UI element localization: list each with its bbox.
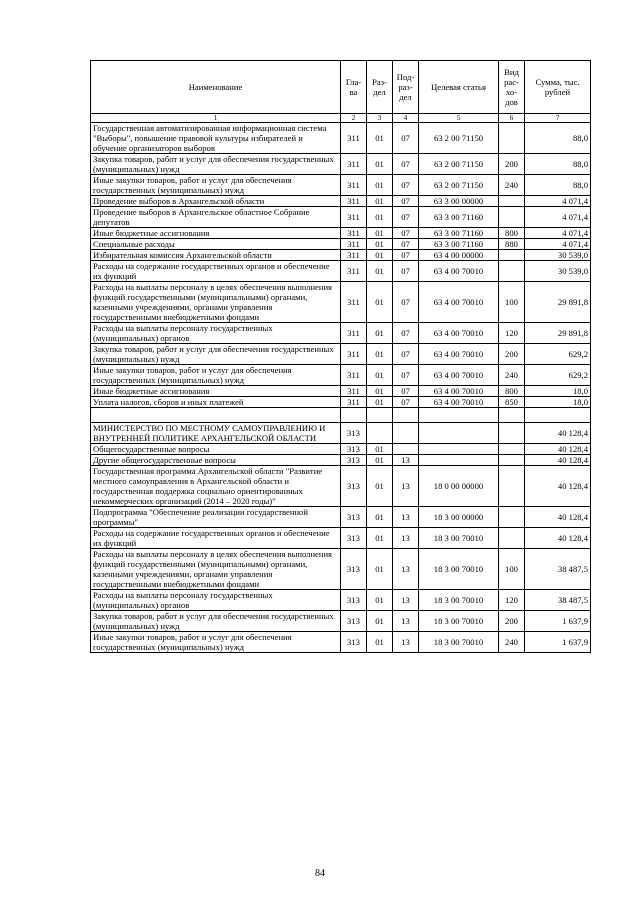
table-row [91,611,591,632]
row-target-article: 63 4 00 70010 [419,261,499,282]
row-section: 01 [367,632,393,653]
row-section: 01 [367,365,393,386]
row-section: 01 [367,386,393,397]
row-target-article: 63 4 00 70010 [419,397,499,408]
row-chapter: 313 [341,590,367,611]
row-subsection: 07 [393,386,419,397]
row-expense-type: 800 [499,386,525,397]
row-chapter: 311 [341,196,367,207]
row-expense-type: 200 [499,344,525,365]
row-target-article: 63 4 00 70010 [419,386,499,397]
row-section: 01 [367,323,393,344]
row-name: Подпрограмма "Обеспечение реализации государственной программы" [91,507,341,528]
row-section: 01 [367,175,393,196]
row-subsection: 07 [393,261,419,282]
row-section: 01 [367,455,393,466]
row-chapter: 313 [341,611,367,632]
row-expense-type: 200 [499,611,525,632]
row-expense-type [499,528,525,549]
row-section: 01 [367,154,393,175]
budget-table [90,60,591,653]
row-name: Иные закупки товаров, работ и услуг для обеспечения государственных (муниципальных) нужд [91,365,341,386]
row-subsection: 13 [393,466,419,507]
row-expense-type: 850 [499,397,525,408]
table-row [91,397,591,408]
row-target-article: 63 3 00 71160 [419,228,499,239]
row-expense-type [499,408,525,423]
row-subsection: 13 [393,528,419,549]
row-name: Иные бюджетные ассигнования [91,228,341,239]
row-chapter: 311 [341,323,367,344]
row-amount: 29 891,8 [525,282,591,323]
table-row [91,261,591,282]
row-amount [525,408,591,423]
row-amount: 40 128,4 [525,423,591,444]
table-row [91,408,591,423]
row-expense-type: 200 [499,154,525,175]
header-expense-type: Вид рас-хо-дов [499,61,525,114]
row-name: Иные закупки товаров, работ и услуг для обеспечения государственных (муниципальных) нужд [91,632,341,653]
table-row [91,207,591,228]
row-subsection [393,408,419,423]
row-name: Избирательная комиссия Архангельской области [91,250,341,261]
row-chapter: 311 [341,365,367,386]
row-section: 01 [367,528,393,549]
row-subsection [393,423,419,444]
row-amount: 4 071,4 [525,239,591,250]
row-subsection: 07 [393,239,419,250]
row-target-article [419,455,499,466]
row-chapter: 313 [341,423,367,444]
row-amount: 40 128,4 [525,507,591,528]
row-section: 01 [367,397,393,408]
row-amount: 629,2 [525,365,591,386]
table-row [91,154,591,175]
table-body [91,123,591,653]
row-expense-type [499,455,525,466]
row-amount: 88,0 [525,123,591,154]
row-chapter: 311 [341,123,367,154]
row-name: Расходы на содержание государственных органов и обеспечение их функций [91,528,341,549]
row-subsection: 13 [393,590,419,611]
row-subsection: 07 [393,397,419,408]
row-expense-type: 880 [499,239,525,250]
row-subsection: 07 [393,123,419,154]
row-amount: 629,2 [525,344,591,365]
table-row [91,444,591,455]
row-subsection: 07 [393,228,419,239]
row-amount: 40 128,4 [525,444,591,455]
row-chapter: 311 [341,386,367,397]
row-section [367,408,393,423]
row-name: Другие общегосударственные вопросы [91,455,341,466]
row-name: Проведение выборов в Архангельской области [91,196,341,207]
row-amount: 1 637,9 [525,632,591,653]
row-subsection [393,444,419,455]
row-expense-type [499,196,525,207]
row-chapter: 313 [341,455,367,466]
row-name: Иные закупки товаров, работ и услуг для обеспечения государственных (муниципальных) нужд [91,175,341,196]
header-row [91,61,591,114]
row-expense-type: 240 [499,175,525,196]
row-chapter: 311 [341,250,367,261]
row-name: Закупка товаров, работ и услуг для обеспечения государственных (муниципальных) нужд [91,344,341,365]
row-section: 01 [367,466,393,507]
row-expense-type [499,507,525,528]
row-expense-type: 800 [499,228,525,239]
table-row [91,466,591,507]
row-section: 01 [367,228,393,239]
header-chapter: Гла-ва [341,61,367,114]
table-row [91,239,591,250]
row-chapter: 311 [341,175,367,196]
row-section: 01 [367,261,393,282]
row-name: Уплата налогов, сборов и иных платежей [91,397,341,408]
row-section: 01 [367,611,393,632]
row-amount: 40 128,4 [525,455,591,466]
row-name: Государственная программа Архангельской области "Развитие местного самоуправления в Архангельской области и государственная поддержка социально ориентированных некоммерческих организаций (2014 – 2020 годы)" [91,466,341,507]
row-section: 01 [367,444,393,455]
column-index: 6 [499,114,525,123]
row-target-article: 18 0 00 00000 [419,466,499,507]
row-section: 01 [367,344,393,365]
row-section: 01 [367,250,393,261]
row-target-article: 63 2 00 71150 [419,154,499,175]
row-chapter: 313 [341,444,367,455]
row-target-article: 63 4 00 70010 [419,282,499,323]
row-target-article: 18 3 00 70010 [419,632,499,653]
row-subsection: 07 [393,323,419,344]
row-subsection: 13 [393,549,419,590]
row-target-article: 63 2 00 71150 [419,123,499,154]
row-amount: 30 539,0 [525,261,591,282]
row-amount: 40 128,4 [525,528,591,549]
header-target-article: Целевая статья [419,61,499,114]
table-row [91,507,591,528]
row-chapter: 311 [341,239,367,250]
row-name: Закупка товаров, работ и услуг для обеспечения государственных (муниципальных) нужд [91,154,341,175]
row-section: 01 [367,123,393,154]
row-subsection: 13 [393,611,419,632]
row-chapter [341,408,367,423]
row-amount: 29 891,8 [525,323,591,344]
table-row [91,175,591,196]
column-index: 1 [91,114,341,123]
row-name: Специальные расходы [91,239,341,250]
row-amount: 4 071,4 [525,228,591,239]
row-section [367,423,393,444]
header-section: Раз-дел [367,61,393,114]
header-amount: Сумма, тыс. рублей [525,61,591,114]
row-expense-type: 120 [499,590,525,611]
row-chapter: 311 [341,228,367,239]
row-section: 01 [367,196,393,207]
row-expense-type [499,207,525,228]
row-subsection: 07 [393,282,419,323]
row-chapter: 311 [341,154,367,175]
row-target-article: 63 4 00 70010 [419,344,499,365]
row-expense-type [499,444,525,455]
row-amount: 88,0 [525,175,591,196]
table-row [91,250,591,261]
row-amount: 18,0 [525,386,591,397]
row-expense-type: 120 [499,323,525,344]
row-target-article: 18 3 00 70010 [419,590,499,611]
row-chapter: 313 [341,507,367,528]
row-name: Расходы на выплаты персоналу государственных (муниципальных) органов [91,323,341,344]
row-subsection: 07 [393,154,419,175]
row-section: 01 [367,549,393,590]
row-amount: 30 539,0 [525,250,591,261]
row-name: Проведение выборов в Архангельское областное Собрание депутатов [91,207,341,228]
table-row [91,323,591,344]
row-expense-type [499,261,525,282]
row-target-article: 63 3 00 71160 [419,239,499,250]
row-amount: 18,0 [525,397,591,408]
row-amount: 88,0 [525,154,591,175]
row-name: Расходы на выплаты персоналу в целях обеспечения выполнения функций государственными (муниципальными) органами, казенными учреждениями, органами управления государственными внебюджетными фондами [91,549,341,590]
table-row [91,386,591,397]
table-row [91,365,591,386]
row-amount: 38 487,5 [525,590,591,611]
row-chapter: 313 [341,549,367,590]
table-row [91,455,591,466]
row-expense-type [499,466,525,507]
row-amount: 40 128,4 [525,466,591,507]
row-chapter: 313 [341,632,367,653]
row-name: Расходы на выплаты персоналу в целях обеспечения выполнения функций государственными (муниципальными) органами, казенными учреждениями, органами управления государственными внебюджетными фондами [91,282,341,323]
table-row [91,344,591,365]
row-target-article: 63 4 00 00000 [419,250,499,261]
row-expense-type [499,423,525,444]
row-name [91,408,341,423]
row-target-article: 18 3 00 00000 [419,507,499,528]
row-expense-type: 100 [499,549,525,590]
table-row [91,423,591,444]
row-subsection: 07 [393,250,419,261]
row-section: 01 [367,507,393,528]
row-subsection: 13 [393,632,419,653]
page-number: 84 [315,868,325,879]
column-index-row [91,114,591,123]
row-subsection: 07 [393,207,419,228]
header-name: Наименование [91,61,341,114]
row-target-article: 63 4 00 70010 [419,323,499,344]
row-amount: 4 071,4 [525,207,591,228]
row-target-article [419,408,499,423]
row-target-article: 18 3 00 70010 [419,611,499,632]
row-subsection: 07 [393,196,419,207]
row-name: Иные бюджетные ассигнования [91,386,341,397]
column-index: 5 [419,114,499,123]
row-name: Закупка товаров, работ и услуг для обеспечения государственных (муниципальных) нужд [91,611,341,632]
header-subsection: Под-раз-дел [393,61,419,114]
row-target-article: 63 4 00 70010 [419,365,499,386]
column-index: 7 [525,114,591,123]
row-target-article: 18 3 00 70010 [419,549,499,590]
table-row [91,282,591,323]
row-expense-type: 240 [499,632,525,653]
row-chapter: 311 [341,261,367,282]
row-expense-type: 100 [499,282,525,323]
row-target-article: 63 3 00 71160 [419,207,499,228]
table-row [91,632,591,653]
row-name: Государственная автоматизированная информационная система "Выборы", повышение правовой культуры избирателей и обучение организаторов выборов [91,123,341,154]
row-amount: 4 071,4 [525,196,591,207]
row-chapter: 313 [341,466,367,507]
row-name: МИНИСТЕРСТВО ПО МЕСТНОМУ САМОУПРАВЛЕНИЮ И ВНУТРЕННЕЙ ПОЛИТИКЕ АРХАНГЕЛЬСКОЙ ОБЛАСТИ [91,423,341,444]
row-amount: 1 637,9 [525,611,591,632]
row-target-article [419,423,499,444]
row-amount: 38 487,5 [525,549,591,590]
row-expense-type [499,123,525,154]
column-index: 3 [367,114,393,123]
row-name: Расходы на содержание государственных органов и обеспечение их функций [91,261,341,282]
row-subsection: 13 [393,455,419,466]
table-row [91,228,591,239]
row-section: 01 [367,207,393,228]
row-expense-type [499,250,525,261]
row-section: 01 [367,239,393,250]
row-target-article: 63 3 00 00000 [419,196,499,207]
row-target-article [419,444,499,455]
table-row [91,549,591,590]
row-chapter: 311 [341,344,367,365]
row-section: 01 [367,590,393,611]
row-subsection: 13 [393,507,419,528]
row-expense-type: 240 [499,365,525,386]
table-row [91,590,591,611]
row-target-article: 63 2 00 71150 [419,175,499,196]
row-section: 01 [367,282,393,323]
row-name: Расходы на выплаты персоналу государственных (муниципальных) органов [91,590,341,611]
table-row [91,123,591,154]
row-subsection: 07 [393,365,419,386]
column-index: 4 [393,114,419,123]
table-row [91,196,591,207]
table-row [91,528,591,549]
row-chapter: 311 [341,282,367,323]
row-chapter: 311 [341,397,367,408]
row-subsection: 07 [393,175,419,196]
row-chapter: 313 [341,528,367,549]
row-name: Общегосударственные вопросы [91,444,341,455]
row-target-article: 18 3 00 70010 [419,528,499,549]
row-chapter: 311 [341,207,367,228]
column-index: 2 [341,114,367,123]
row-subsection: 07 [393,344,419,365]
